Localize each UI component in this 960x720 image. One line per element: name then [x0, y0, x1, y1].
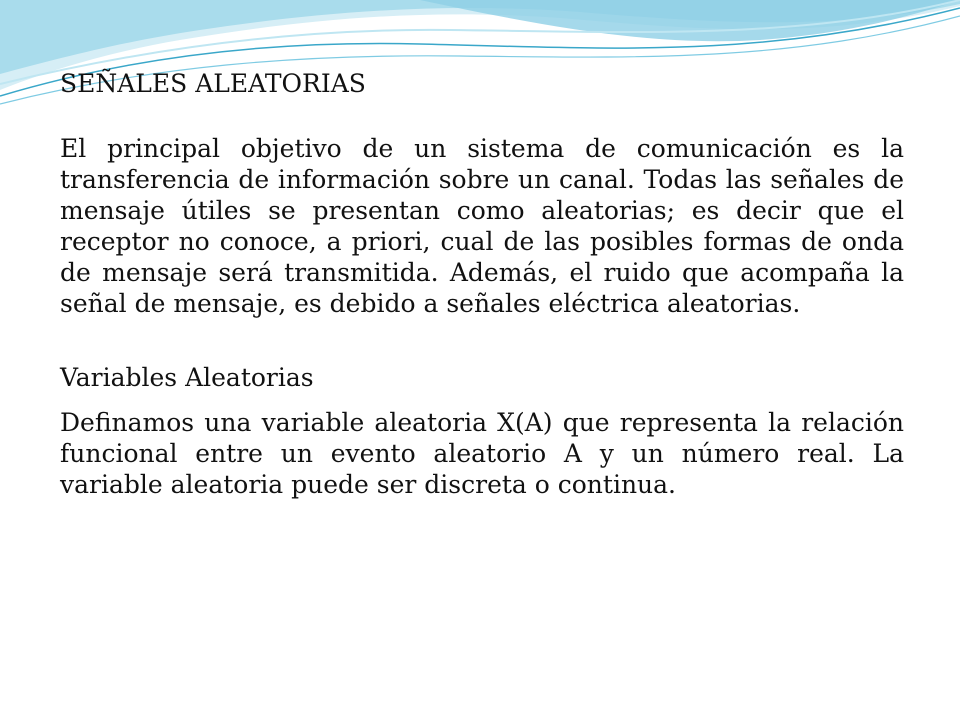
slide-title: SEÑALES ALEATORIAS — [60, 69, 366, 98]
intro-paragraph: El principal objetivo de un sistema de comunicación es la transferencia de información sobre un canal. Todas las señales de mensaje útiles se presentan como aleatorias; es decir que el receptor no conoce, a priori, cual de las posibles formas de onda de mensaje será transmitida. Además, el ruido que acompaña la señal de mensaje, es debido a señales eléctrica aleatorias. — [60, 134, 904, 318]
section-heading: Variables Aleatorias — [60, 363, 314, 392]
slide-body — [60, 68, 904, 543]
definition-paragraph: Definamos una variable aleatoria X(A) que representa la relación funcional entre un evento aleatorio A y un número real. La variable aleatoria puede ser discreta o continua. — [60, 408, 904, 499]
